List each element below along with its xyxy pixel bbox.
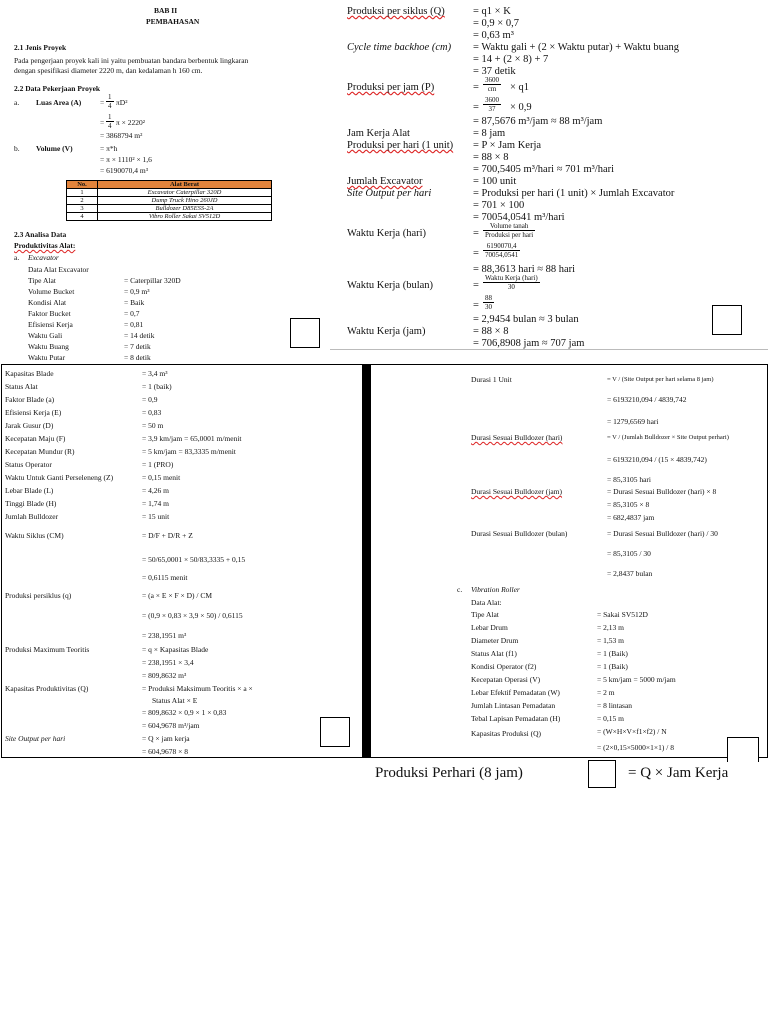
dozer-row-value: = 0,83: [142, 408, 162, 417]
duration-dozer-hour-result: = 682,4837 jam: [607, 513, 655, 522]
dozer-row-value: = 1 (PRO): [142, 460, 174, 469]
p2-val: =: [473, 102, 479, 113]
p2-val: = 88,3613 hari ≈ 88 hari: [473, 264, 576, 275]
table-header-row: [67, 181, 272, 189]
answer-box[interactable]: [290, 318, 320, 348]
dozer-row-key: Jumlah Bulldozer: [5, 512, 59, 521]
p2-key: Waktu Kerja (bulan): [347, 280, 434, 291]
exc-row-key: Volume Bucket: [28, 287, 75, 296]
capacity-label: Kapasitas Produktivitas (Q): [5, 684, 89, 693]
section-2-2-heading: 2.2 Data Pekerjaan Proyek: [14, 84, 101, 93]
volume-eq2: = π × 1110² × 1,6: [100, 155, 152, 164]
page-4: [371, 364, 768, 758]
frac-numerator: 3600: [485, 96, 499, 104]
roller-row-value: = Sakai SV512D: [597, 610, 648, 619]
frac-denominator: cm: [487, 85, 497, 93]
luas-eq1: πD²: [116, 98, 128, 107]
p2-val: = Waktu gali + (2 × Waktu putar) + Waktu buang: [473, 42, 680, 53]
frac-denominator: 30: [485, 303, 492, 311]
site-output-eq: = Q × jam kerja: [142, 734, 190, 743]
prod-per-cycle-eq2: = (0,9 × 0,83 × 3,9 × 50) / 0,6115: [142, 611, 243, 620]
p2-val: = 2,9454 bulan ≈ 3 bulan: [473, 314, 579, 325]
p2-val: = 37 detik: [473, 66, 516, 77]
frac-numerator: Waktu Kerja (hari): [485, 274, 538, 282]
exc-row-value: = Caterpillar 320D: [124, 276, 181, 285]
p2-val: = 700,5405 m³/hari ≈ 701 m³/hari: [473, 164, 615, 175]
item-c-label: c.: [457, 585, 463, 594]
frac-denominator: 30: [507, 283, 515, 291]
cycle-time-eq2: = 50/65,0001 × 50/83,3335 + 0,15: [142, 555, 246, 564]
section-2-1-body-line1: Pada pengerjaan proyek kali ini yaitu pembuatan bandara berbentuk lingkaran: [14, 56, 249, 65]
item-b-label: b.: [14, 144, 20, 153]
cycle-time-eq: = D/F + D/R + Z: [142, 531, 193, 540]
site-output-eq2: = 604,9678 × 8: [142, 747, 188, 756]
exc-row-key: Faktor Bucket: [28, 309, 71, 318]
page-2: [330, 0, 768, 350]
table-cell-no: 3: [67, 205, 98, 213]
dozer-row-key: Kecepatan Maju (F): [5, 434, 66, 443]
chapter-title: PEMBAHASAN: [146, 17, 200, 26]
capacity-eq-cont: Status Alat × E: [152, 696, 198, 705]
volume-eq3: = 6190070,4 m³: [100, 166, 148, 175]
exc-row-key: Waktu Putar: [28, 353, 66, 362]
capacity-eq: = Produksi Maksimum Teoritis × a ×: [142, 684, 253, 693]
page-divider-horizontal: [330, 349, 768, 350]
roller-row-value: = 1 (Baik): [597, 649, 628, 658]
table-row: [67, 197, 272, 205]
excavator-subheading: Excavator: [28, 253, 59, 262]
section-2-1-body-line2: dengan spesifikasi diameter 2220 m, dan kedalaman h 160 cm.: [14, 66, 203, 75]
duration-1-unit-eq2: = 6193210,094 / 4839,742: [607, 395, 687, 404]
p2-val: = 70054,0541 m³/hari: [473, 212, 565, 223]
exc-row-value: = 8 detik: [124, 353, 151, 362]
fraction: [483, 96, 501, 113]
p2-val: = 706,8908 jam ≈ 707 jam: [473, 338, 585, 349]
capacity-eq2: = 809,8632 × 0,9 × 1 × 0,83: [142, 708, 227, 717]
table-row: [67, 189, 272, 197]
dozer-row-value: = 1 (baik): [142, 382, 172, 391]
duration-dozer-hour-eq: = Durasi Sesuai Bulldozer (hari) × 8: [607, 487, 717, 496]
frac-denominator: 4: [108, 122, 112, 130]
luas-eq2-eq: =: [100, 118, 105, 127]
p2-key: Site Output per hari: [347, 188, 432, 199]
fraction: [483, 222, 535, 239]
roller-capacity-label: Kapasitas Produksi (Q): [471, 729, 541, 738]
table-cell-alat: Bulldozer D85ESS-2A: [98, 205, 272, 213]
dozer-row-key: Waktu Untuk Ganti Perseleneng (Z): [5, 473, 114, 482]
p2-val: = P × Jam Kerja: [473, 140, 542, 151]
luas-area-label: Luas Area (A): [36, 98, 82, 107]
dozer-row-key: Kapasitas Blade: [5, 369, 54, 378]
dozer-row-value: = 5 km/jam = 83,3335 m/menit: [142, 447, 236, 456]
table-header-alat: Alat Berat: [98, 181, 272, 189]
table-cell-no: 2: [67, 197, 98, 205]
roller-row-key: Kecepatan Operasi (V): [471, 675, 541, 684]
max-prod-result: = 809,8632 m³: [142, 671, 187, 680]
fraction: [483, 274, 540, 291]
roller-row-value: = 2,13 m: [597, 623, 624, 632]
dozer-row-key: Status Operator: [5, 460, 52, 469]
p2-key: Produksi per hari (1 unit): [347, 140, 454, 151]
frac-denominator: 37: [488, 105, 496, 113]
exc-row-value: = 0,81: [124, 320, 144, 329]
duration-1-unit-result: = 1279,6569 hari: [607, 417, 659, 426]
roller-row-key: Kondisi Operator (f2): [471, 662, 537, 671]
p2-key: Cycle time backhoe (cm): [347, 42, 452, 53]
duration-dozer-month-eq2: = 85,3105 / 30: [607, 549, 651, 558]
equipment-table: [66, 180, 272, 221]
section-2-3-heading: 2.3 Analisa Data: [14, 230, 67, 239]
roller-row-key: Jumlah Lintasan Pemadatan: [471, 701, 556, 710]
duration-dozer-month-label: Durasi Sesuai Bulldozer (bulan): [471, 529, 568, 538]
dozer-row-value: = 4,26 m: [142, 486, 169, 495]
chapter-number: BAB II: [154, 6, 178, 15]
roller-row-key: Diameter Drum: [471, 636, 519, 645]
dozer-row-key: Tinggi Blade (H): [5, 499, 57, 508]
p2-val: = 0,9 × 0,7: [473, 18, 519, 29]
roller-row-value: = 1 (Baik): [597, 662, 628, 671]
exc-row-key: Efisiensi Kerja: [28, 320, 73, 329]
duration-dozer-day-label: Durasi Sesuai Bulldozer (hari): [471, 433, 563, 442]
roller-row-key: Lebar Efektif Pemadatan (W): [471, 688, 560, 697]
table-cell-alat: Dump Truck Hino 260JD: [98, 197, 272, 205]
bottom-formula: [370, 756, 768, 796]
site-output-label: Site Output per hari: [5, 734, 66, 743]
duration-dozer-day-result: = 85,3105 hari: [607, 475, 652, 484]
p2-val: =: [473, 280, 479, 291]
p2-val: = 100 unit: [473, 176, 517, 187]
productivity-heading: Produktivitas Alat:: [14, 241, 76, 250]
prod-per-cycle-eq: = (a × E × F × D) / CM: [142, 591, 213, 600]
max-prod-label: Produksi Maximum Teoritis: [5, 645, 90, 654]
page-1: [0, 0, 330, 364]
max-prod-eq: = q × Kapasitas Blade: [142, 645, 209, 654]
p2-val: =: [473, 82, 479, 93]
roller-row-key: Tipe Alat: [471, 610, 499, 619]
capacity-result: = 604,9678 m³/jam: [142, 721, 200, 730]
dozer-row-value: = 3,9 km/jam = 65,0001 m/menit: [142, 434, 242, 443]
p2-val: = 701 × 100: [473, 200, 525, 211]
luas-eq1-fraction: [106, 93, 114, 110]
p2-val: = Produksi per hari (1 unit) × Jumlah Excavator: [473, 188, 675, 199]
exc-row-value: = Baik: [124, 298, 145, 307]
p2-key: Waktu Kerja (jam): [347, 326, 426, 337]
luas-eq3: = 3868794 m²: [100, 131, 143, 140]
frac-numerator: 1: [108, 113, 112, 121]
table-row: [67, 213, 272, 221]
cycle-time-label: Waktu Siklus (CM): [5, 531, 64, 540]
p2-key: Jumlah Excavator: [347, 176, 423, 187]
dozer-row-key: Efisiensi Kerja (E): [5, 408, 62, 417]
item-a-label: a.: [14, 98, 20, 107]
roller-row-value: = 2 m: [597, 688, 615, 697]
table-cell-no: 1: [67, 189, 98, 197]
p2-val: = 88 × 8: [473, 326, 509, 337]
dozer-row-value: = 3,4 m³: [142, 369, 168, 378]
volume-label: Volume (V): [36, 144, 73, 153]
p2-fraction-tail: × q1: [510, 82, 530, 93]
roller-row-key: Lebar Drum: [471, 623, 508, 632]
p2-val: =: [473, 228, 479, 239]
volume-eq1: = π*h: [100, 144, 118, 153]
p2-val: = 14 + (2 × 8) + 7: [473, 54, 549, 65]
excavator-data-label: Data Alat Excavator: [28, 265, 89, 274]
section-2-1-heading: 2.1 Jenis Proyek: [14, 43, 67, 52]
table-header-no: No.: [67, 181, 98, 189]
table-cell-no: 4: [67, 213, 98, 221]
exc-row-value: = 7 detik: [124, 342, 151, 351]
luas-eq2-fraction: [106, 113, 114, 130]
exc-row-key: Waktu Buang: [28, 342, 69, 351]
exc-row-key: Waktu Gali: [28, 331, 63, 340]
table-cell-alat: Excavator Caterpillar 320D: [98, 189, 272, 197]
frac-numerator: Volume tanah: [483, 222, 535, 231]
cycle-time-result: = 0,6115 menit: [142, 573, 188, 582]
duration-dozer-day-eq: = V / (Jumlah Bulldozer × Site Output perhari): [607, 434, 729, 441]
dozer-row-value: = 50 m: [142, 421, 164, 430]
duration-dozer-hour-eq2: = 85,3105 × 8: [607, 500, 650, 509]
frac-numerator: 88: [485, 294, 492, 302]
p2-val: = q1 × K: [473, 6, 511, 17]
p2-key: Produksi per jam (P): [347, 82, 435, 93]
p2-val: = 0,63 m³: [473, 30, 514, 41]
fraction: [483, 294, 494, 311]
dozer-row-key: Kecepatan Mundur (R): [5, 447, 75, 456]
item-a-excavator-label: a.: [14, 253, 20, 262]
roller-row-value: = 0,15 m: [597, 714, 624, 723]
frac-numerator: 6190070,4: [483, 242, 520, 251]
dozer-row-value: = 15 unit: [142, 512, 170, 521]
frac-denominator: 70054,0541: [485, 251, 519, 259]
p2-key: Waktu Kerja (hari): [347, 228, 427, 239]
dozer-row-key: Jarak Gusur (D): [5, 421, 54, 430]
daily-production-eq: = Q × Jam Kerja: [628, 765, 729, 781]
p2-fraction-tail: × 0,9: [510, 102, 532, 113]
luas-eq1-eq: =: [100, 98, 105, 107]
table-row: [67, 205, 272, 213]
prod-per-cycle-result: = 238,1951 m³: [142, 631, 187, 640]
roller-row-key: Status Alat (f1): [471, 649, 517, 658]
p2-key: Jam Kerja Alat: [347, 128, 410, 139]
exc-row-value: = 14 detik: [124, 331, 155, 340]
roller-data-label: Data Alat:: [471, 598, 502, 607]
fraction: [483, 76, 501, 93]
frac-denominator: 4: [108, 102, 112, 110]
p2-val: = 8 jam: [473, 128, 506, 139]
exc-row-key: Kondisi Alat: [28, 298, 67, 307]
p2-key: Produksi per siklus (Q): [347, 6, 445, 17]
roller-row-value: = 8 lintasan: [597, 701, 633, 710]
frac-numerator: 1: [108, 93, 112, 101]
roller-row-value: = 1,53 m: [597, 636, 624, 645]
p2-val: =: [473, 300, 479, 311]
p2-val: = 87,5676 m³/jam ≈ 88 m³/jam: [473, 116, 603, 127]
exc-row-value: = 0,9 m³: [124, 287, 150, 296]
duration-dozer-hour-label: Durasi Sesuai Bulldozer (jam): [471, 487, 563, 496]
duration-dozer-month-result: = 2,8437 bulan: [607, 569, 653, 578]
p2-val: = 88 × 8: [473, 152, 509, 163]
answer-box[interactable]: [588, 760, 616, 788]
frac-denominator: Produksi per hari: [485, 231, 534, 239]
prod-per-cycle-label: Produksi persiklus (q): [5, 591, 72, 600]
duration-1-unit-eq: = V / (Site Output per hari selama 8 jam): [607, 376, 714, 383]
dozer-row-key: Faktor Blade (a): [5, 395, 55, 404]
roller-row-value: = 5 km/jam = 5000 m/jam: [597, 675, 676, 684]
table-cell-alat: Vibro Roller Sakai SV512D: [98, 213, 272, 221]
dozer-row-value: = 0,9: [142, 395, 158, 404]
duration-dozer-day-eq2: = 6193210,094 / (15 × 4839,742): [607, 455, 707, 464]
luas-eq2: π × 2220²: [116, 118, 146, 127]
dozer-row-key: Lebar Blade (L): [5, 486, 54, 495]
page-3: [1, 364, 363, 758]
fraction: [483, 242, 520, 259]
roller-capacity-eq: = (W×H×V×f1×f2) / N: [597, 727, 667, 736]
exc-row-value: = 0,7: [124, 309, 140, 318]
duration-1-unit-label: Durasi 1 Unit: [471, 375, 512, 384]
roller-capacity-eq2: = (2×0,15×5000×1×1) / 8: [597, 743, 674, 752]
frac-numerator: 3600: [485, 76, 499, 84]
page-divider-vertical: [363, 364, 371, 758]
p2-val: =: [473, 248, 479, 259]
answer-box[interactable]: [712, 305, 742, 335]
vibration-roller-heading: Vibration Roller: [471, 585, 520, 594]
answer-box[interactable]: [320, 717, 350, 747]
duration-dozer-month-eq: = Durasi Sesuai Bulldozer (hari) / 30: [607, 529, 718, 538]
daily-production-label: Produksi Perhari (8 jam): [375, 765, 523, 781]
max-prod-eq2: = 238,1951 × 3,4: [142, 658, 194, 667]
dozer-row-value: = 0,15 menit: [142, 473, 181, 482]
dozer-row-value: = 1,74 m: [142, 499, 169, 508]
roller-row-key: Tebal Lapisan Pemadatan (H): [471, 714, 561, 723]
exc-row-key: Tipe Alat: [28, 276, 56, 285]
dozer-row-key: Status Alat: [5, 382, 38, 391]
